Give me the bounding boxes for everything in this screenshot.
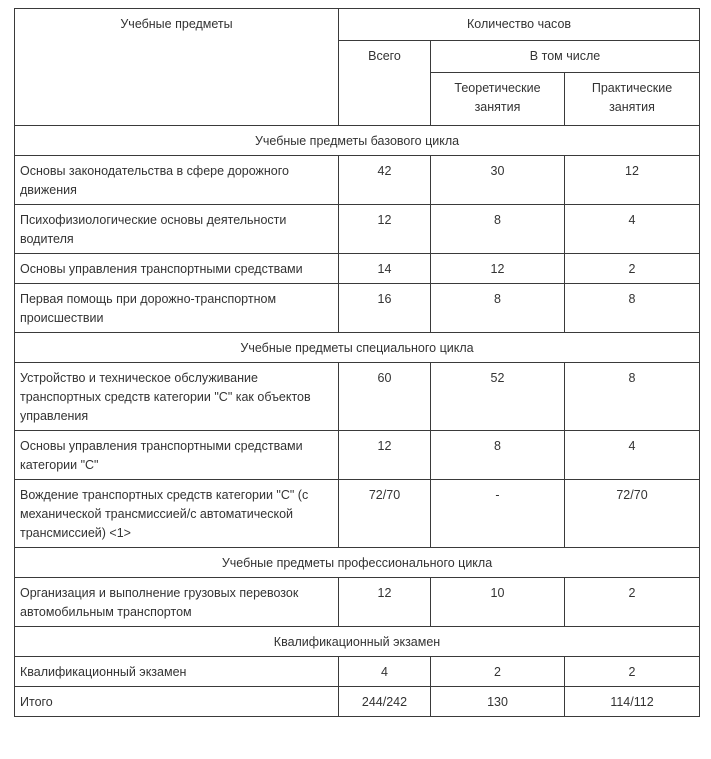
section-row — [15, 333, 700, 363]
theory-hours: 30 — [431, 156, 565, 205]
theory-hours: 8 — [431, 431, 565, 480]
theory-hours: 8 — [431, 205, 565, 254]
total-hours: 16 — [339, 284, 431, 333]
practice-hours: 8 — [565, 363, 700, 431]
theory-hours: 52 — [431, 363, 565, 431]
section-row — [15, 126, 700, 156]
practice-hours: 2 — [565, 657, 700, 687]
subject-name: Квалификационный экзамен — [15, 657, 339, 687]
table-row — [15, 156, 700, 205]
header-hours: Количество часов — [339, 9, 700, 41]
subject-name: Организация и выполнение грузовых перевозок автомобильным транспортом — [15, 578, 339, 627]
header-practice: Практические занятия — [565, 73, 700, 126]
header-including: В том числе — [431, 41, 700, 73]
subject-name: Основы управления транспортными средствами — [15, 254, 339, 284]
theory-hours: 8 — [431, 284, 565, 333]
table-row — [15, 205, 700, 254]
total-hours: 72/70 — [339, 480, 431, 548]
practice-hours: 8 — [565, 284, 700, 333]
curriculum-table — [14, 8, 700, 717]
totals-row — [15, 687, 700, 717]
total-hours: 60 — [339, 363, 431, 431]
practice-hours: 4 — [565, 431, 700, 480]
theory-hours: - — [431, 480, 565, 548]
table-row — [15, 254, 700, 284]
header-row-1 — [15, 9, 700, 41]
totals-theory: 130 — [431, 687, 565, 717]
practice-hours: 2 — [565, 254, 700, 284]
table-row — [15, 363, 700, 431]
subject-name: Устройство и техническое обслуживание транспортных средств категории "C" как объектов управления — [15, 363, 339, 431]
practice-hours: 4 — [565, 205, 700, 254]
theory-hours: 2 — [431, 657, 565, 687]
table-row — [15, 431, 700, 480]
totals-total: 244/242 — [339, 687, 431, 717]
header-theory: Теоретические занятия — [431, 73, 565, 126]
header-total: Всего — [339, 41, 431, 126]
subject-name: Основы законодательства в сфере дорожного движения — [15, 156, 339, 205]
table-row — [15, 657, 700, 687]
theory-hours: 12 — [431, 254, 565, 284]
total-hours: 4 — [339, 657, 431, 687]
section-title: Квалификационный экзамен — [15, 627, 700, 657]
section-title: Учебные предметы профессионального цикла — [15, 548, 700, 578]
header-subjects: Учебные предметы — [15, 9, 339, 126]
total-hours: 12 — [339, 431, 431, 480]
subject-name: Первая помощь при дорожно-транспортном происшествии — [15, 284, 339, 333]
total-hours: 12 — [339, 205, 431, 254]
table-row — [15, 284, 700, 333]
practice-hours: 12 — [565, 156, 700, 205]
section-title: Учебные предметы специального цикла — [15, 333, 700, 363]
subject-name: Психофизиологические основы деятельности водителя — [15, 205, 339, 254]
subject-name: Основы управления транспортными средствами категории "C" — [15, 431, 339, 480]
practice-hours: 72/70 — [565, 480, 700, 548]
section-row — [15, 548, 700, 578]
totals-label: Итого — [15, 687, 339, 717]
totals-practice: 114/112 — [565, 687, 700, 717]
section-title: Учебные предметы базового цикла — [15, 126, 700, 156]
practice-hours: 2 — [565, 578, 700, 627]
total-hours: 14 — [339, 254, 431, 284]
total-hours: 42 — [339, 156, 431, 205]
table-row — [15, 480, 700, 548]
subject-name: Вождение транспортных средств категории "C" (с механической трансмиссией/с автоматической трансмиссией) <1> — [15, 480, 339, 548]
total-hours: 12 — [339, 578, 431, 627]
table-row — [15, 578, 700, 627]
theory-hours: 10 — [431, 578, 565, 627]
section-row — [15, 627, 700, 657]
